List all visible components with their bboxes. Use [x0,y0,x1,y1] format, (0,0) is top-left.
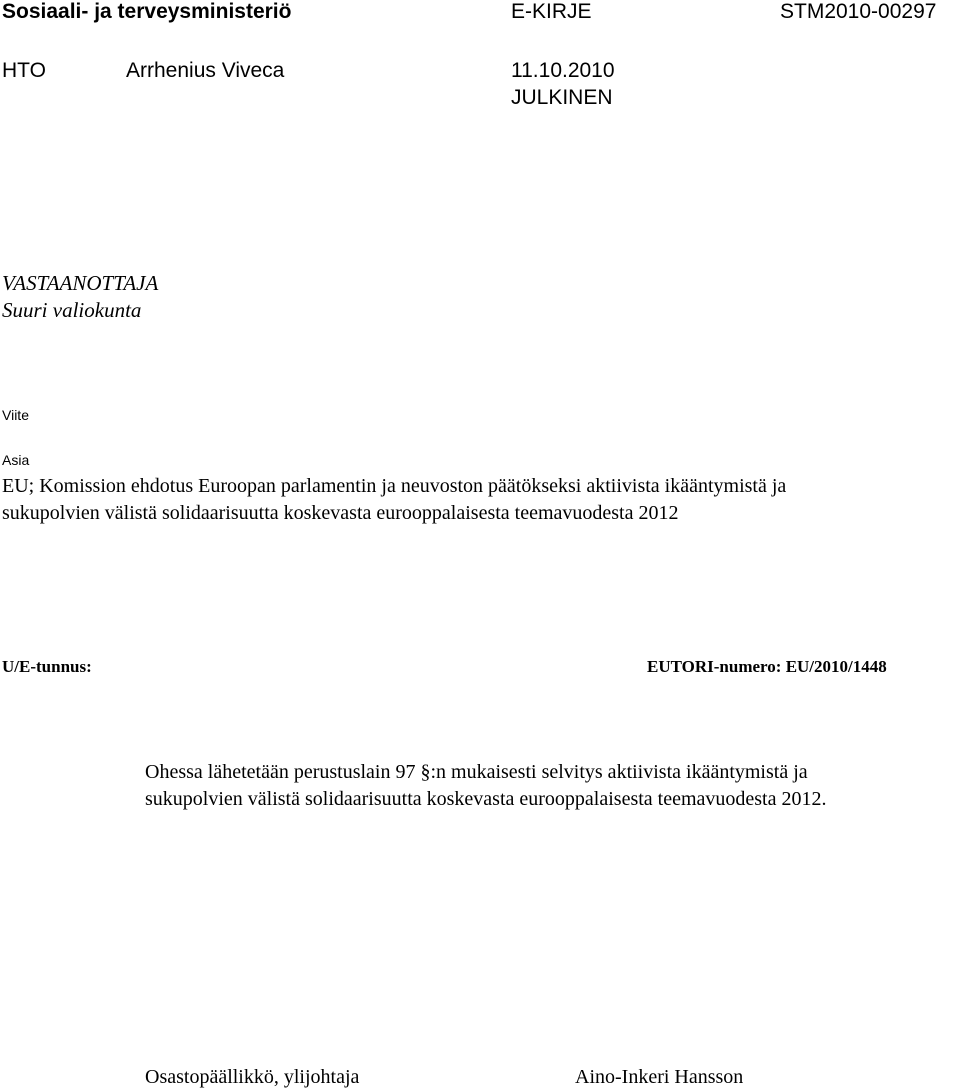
viite-label: Viite [2,407,29,423]
body-line-2: sukupolvien välistä solidaarisuutta koskevasta eurooppalaisesta teemavuodesta 2012. [145,788,827,810]
signer-title: Osastopäällikkö, ylijohtaja [145,1066,360,1088]
document-date: 11.10.2010 [511,59,615,82]
document-type: E-KIRJE [511,0,592,23]
classification: JULKINEN [511,86,613,109]
ministry-name: Sosiaali- ja terveysministeriö [2,0,292,23]
author-name: Arrhenius Viveca [126,59,285,82]
hto-label: HTO [2,59,46,82]
subject-line-2: sukupolvien välistä solidaarisuutta koskevasta eurooppalaisesta teemavuodesta 2012 [2,502,679,524]
ue-tunnus-label: U/E-tunnus: [2,657,92,676]
signer-name: Aino-Inkeri Hansson [575,1066,744,1088]
recipient-name: Suuri valiokunta [2,298,142,322]
eutori-number: EUTORI-numero: EU/2010/1448 [647,657,887,676]
subject-line-1: EU; Komission ehdotus Euroopan parlamentin ja neuvoston päätökseksi aktiivista ikääntymistä ja [2,475,787,497]
recipient-label: VASTAANOTTAJA [2,271,159,295]
body-line-1: Ohessa lähetetään perustuslain 97 §:n mukaisesti selvitys aktiivista ikääntymistä ja [145,761,808,783]
document-id: STM2010-00297 [780,0,937,23]
asia-label: Asia [2,452,30,468]
